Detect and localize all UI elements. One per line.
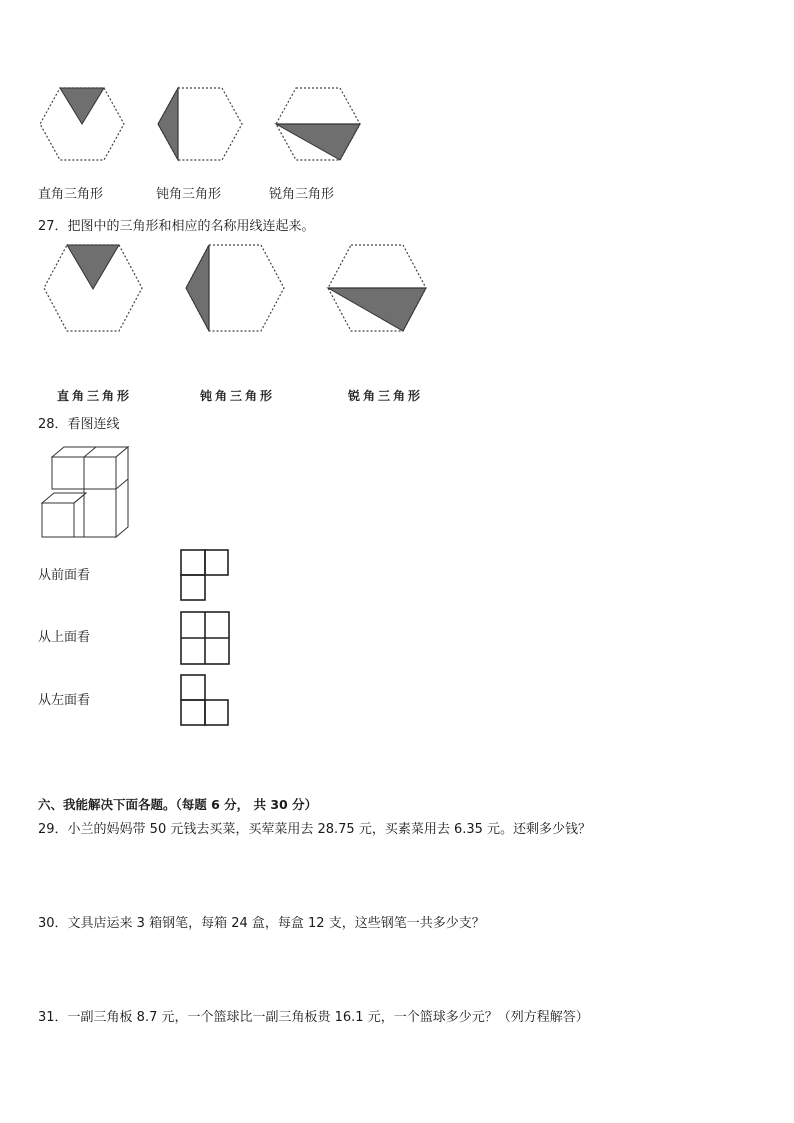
hexagon-acute-triangle-figure [274,86,362,162]
question-31: 31．一副三角板 8.7 元，一个篮球比一副三角板贵 16.1 元，一个篮球多少元？（列方程解答） [38,1010,589,1025]
q28-view-front-label: 从前面看 [38,568,91,583]
q27-hexagon-right-triangle [42,243,144,333]
q26-label-obtuse: 钝角三角形 [156,187,222,202]
q28-prompt: 28．看图连线 [38,417,120,432]
cube-stack-figure [40,445,132,541]
q27-hexagon-acute-triangle [326,243,428,333]
view-option-square [180,611,230,665]
q26-label-acute: 锐角三角形 [269,187,335,202]
view-option-l-shape-bottom [180,674,230,727]
q26-label-right: 直角三角形 [38,187,104,202]
hexagon-obtuse-triangle-figure [156,86,244,162]
q27-label-obtuse: 钝角三角形 [200,389,276,403]
question-29: 29．小兰的妈妈带 50 元钱去买菜，买荤菜用去 28.75 元，买素菜用去 6.35 元。还剩多少钱？ [38,822,592,837]
q27-label-right: 直角三角形 [57,389,133,403]
q27-hexagon-obtuse-triangle [184,243,286,333]
q28-view-left-label: 从左面看 [38,693,91,708]
section-6-heading: 六、我能解决下面各题。（每题 6 分， 共 30 分） [38,797,318,812]
q28-view-top-label: 从上面看 [38,630,91,645]
q27-prompt: 27．把图中的三角形和相应的名称用线连起来。 [38,219,315,234]
view-option-l-shape-top [180,549,230,601]
hexagon-right-triangle-figure [38,86,126,162]
question-30: 30．文具店运来 3 箱钢笔，每箱 24 盒，每盒 12 支，这些钢笔一共多少支？ [38,916,485,931]
q27-label-acute: 锐角三角形 [348,389,424,403]
